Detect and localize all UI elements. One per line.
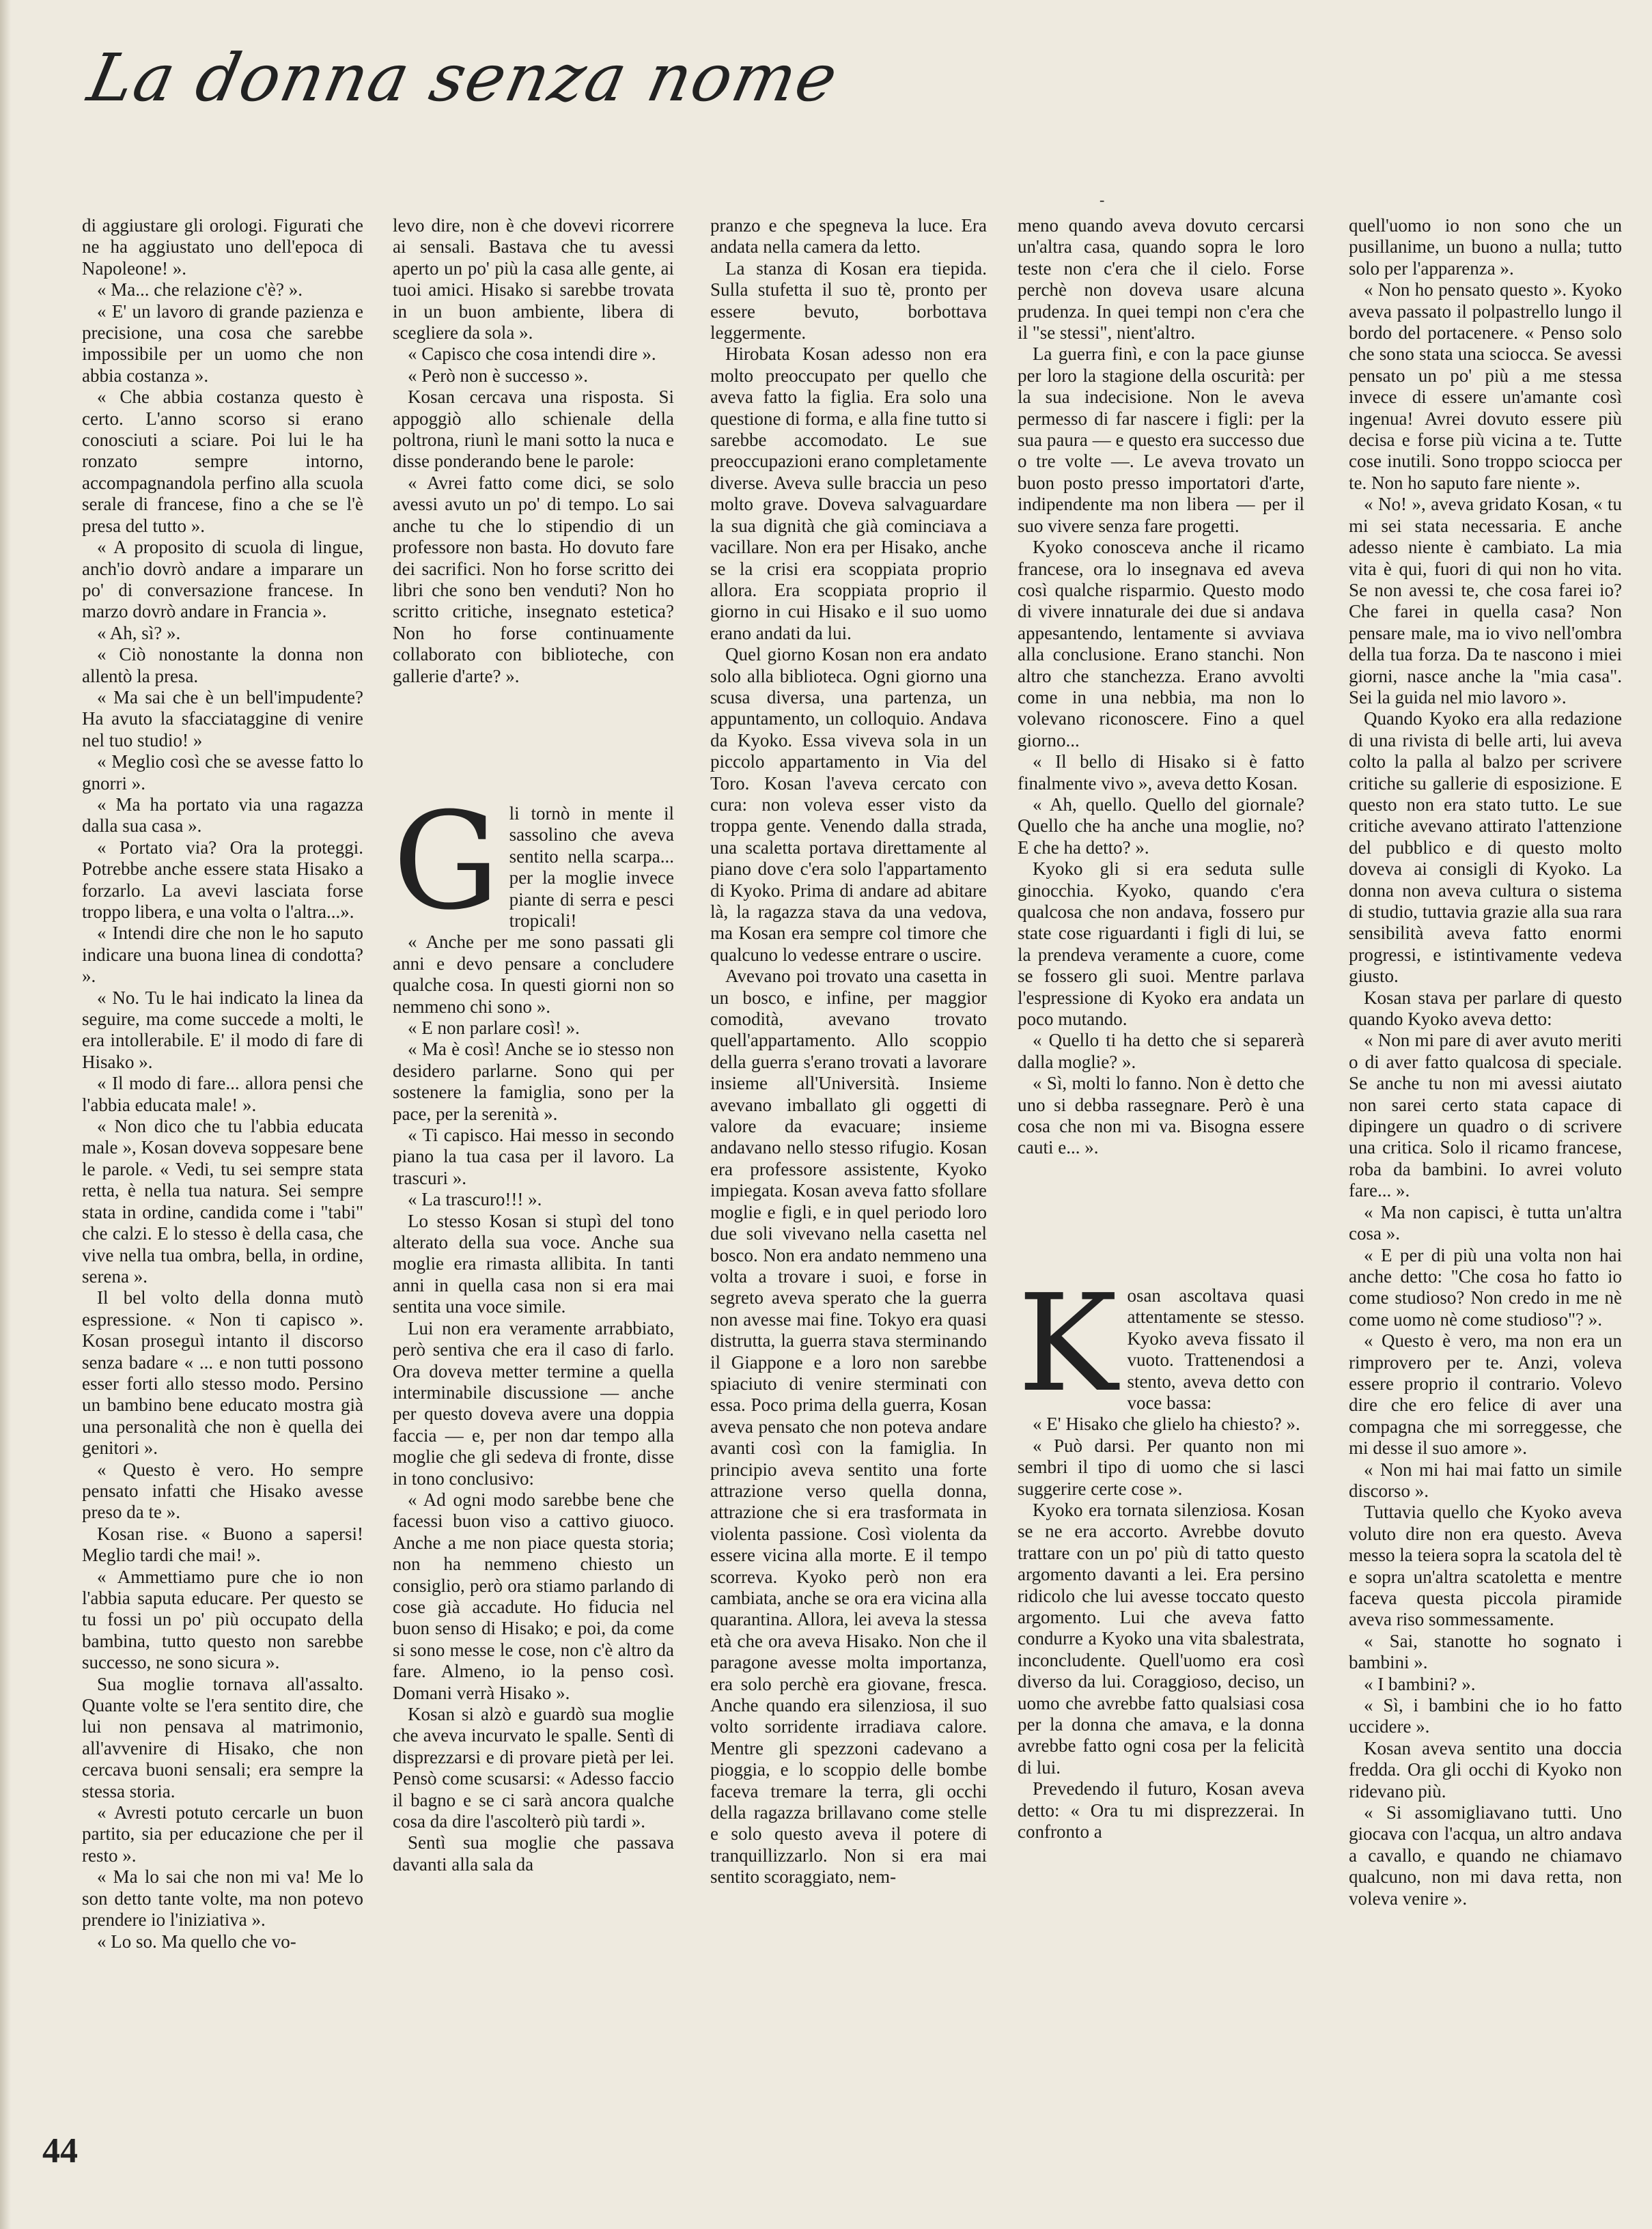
paragraph: « Lo so. Ma quello che vo- xyxy=(97,1931,296,1952)
text-column-5 xyxy=(1349,215,1622,1909)
paragraph: Hirobata Kosan adesso non era molto preoccupato per quello che aveva fatto la figlia. Era solo una questione di forma, e alla fine tutto si sarebbe accomodato. Le sue preoccupazioni erano completamente diverse. Aveva sulle braccia un peso molto grave. Doveva salvaguardare la sua dignità che già cominciava a vacillare. Non era per Hisako, anche se la crisi era scoppiata proprio allora. Era scoppiata proprio il giorno in cui Hisako e il suo uomo erano andati da lui. xyxy=(710,344,987,643)
paragraph: Quando Kyoko era alla redazione di una rivista di belle arti, lui aveva colto la palla al balzo per scrivere critiche su gallerie di esposizione. E questo non era stato tutto. Le sue critiche avevano attirato l'attenzione del pubblico e di questo molto doveva ai consigli di Kyoko. La donna non aveva cultura o sistema di studio, tuttavia grazie alla sua rara sensibilità aveva fatto enormi progressi, e istintivamente vedeva giusto. xyxy=(1349,708,1622,987)
page-title: La donna senza nome xyxy=(81,40,845,116)
paragraph: « E' un lavoro di grande pazienza e precisione, una cosa che sarebbe impossibile per un uomo che non abbia costanza ». xyxy=(82,300,363,386)
paragraph: « Questo è vero. Ho sempre pensato infatti che Hisako avesse preso da te ». xyxy=(82,1459,363,1523)
paragraph: « Può darsi. Per quanto non mi sembri il tipo di uomo che si lasci suggerire certe cose ». xyxy=(1018,1435,1304,1499)
paragraph: quell'uomo io non sono che un pusillanime, un buono a nulla; tutto solo per l'apparenza ». xyxy=(1349,215,1622,279)
paragraph: Kyoko conosceva anche il ricamo francese, ora lo insegnava ed aveva così qualche risparmio. Questo modo di vivere innaturale dei due si andava appesantendo, lentamente si avviava alla conclusione. Erano stanchi. Non altro che stanchezza. Erano avvolti come in una nebbia, ma non lo volevano riconoscere. Fino a quel giorno... xyxy=(1018,537,1304,751)
paragraph: Il bel volto della donna mutò espressione. « Non ti capisco ». Kosan proseguì intanto il discorso senza badare « ... e non tutti possono esser forti allo stesso modo. Persino un bambino bene educato mostra già una personalità che non è quella dei genitori ». xyxy=(82,1287,363,1459)
paragraph: « E per di più una volta non hai anche detto: "Che cosa ho fatto io come studioso? Non credo in me nè come uomo nè come studioso"? ». xyxy=(1349,1244,1622,1330)
dropcap-text: li tornò in mente il sassolino che aveva sentito nella scarpa... per la moglie invece piante di serra e pesci tropicali! xyxy=(509,802,674,931)
paragraph: levo dire, non è che dovevi ricorrere ai sensali. Bastava che tu avessi aperto un po' più la casa alle gente, ai tuoi amici. Hisako si sarebbe trovata in un buon ambiente, libera di scegliere da sola ». xyxy=(393,215,674,344)
paragraph: « Ammettiamo pure che io non l'abbia saputa educare. Per questo se tu fossi un po' più occupato della bambina, tutto questo non sarebbe successo, ne sono sicura ». xyxy=(82,1566,363,1673)
paragraph: « Ciò nonostante la donna non allentò la presa. xyxy=(82,644,363,686)
text-column-4 xyxy=(1018,215,1304,1842)
paragraph: « Avresti potuto cercarle un buon partito, sia per educazione che per il resto ». xyxy=(82,1802,363,1866)
paragraph: « Quello ti ha detto che si separerà dalla moglie? ». xyxy=(1018,1030,1304,1072)
paragraph: « Ah, quello. Quello del giornale? Quello che ha anche una moglie, no? E che ha detto? ». xyxy=(1018,794,1304,858)
paragraph: Sua moglie tornava all'assalto. Quante volte se l'era sentito dire, che lui non pensava al matrimonio, all'avvenire di Hisako, che non cercava buoni sensali; era sempre la stessa storia. xyxy=(82,1673,363,1802)
paragraph: « A proposito di scuola di lingue, anch'io dovrò andare a imparare un po' di conversazione francese. In marzo dovrò andare in Francia ». xyxy=(82,537,363,622)
paragraph: « Non dico che tu l'abbia educata male », Kosan doveva soppesare bene le parole. « Vedi, tu sei sempre stata retta, è nella tua natura. Sei sempre stata in ordine, candida come i "tabi" che calzi. E lo stesso è della casa, che vive nella tua ombra, bella, in ordine, serena ». xyxy=(82,1116,363,1287)
paragraph: « I bambini? ». xyxy=(1364,1673,1476,1694)
paragraph: La guerra finì, e con la pace giunse per loro la stagione della oscurità: per la sua indecisione. Non le aveva permesso di far nascere i figli: per la sua paura — e questo era successo due o tre volte —. Le aveva trovato un buon posto presso importatori d'arte, indipendente ma non libera — per il suo vivere senza fare progetti. xyxy=(1018,344,1304,536)
paragraph: « Meglio così che se avesse fatto lo gnorri ». xyxy=(82,751,363,794)
paragraph: « Ma non capisci, è tutta un'altra cosa ». xyxy=(1349,1201,1622,1244)
paragraph: « Anche per me sono passati gli anni e devo pensare a concludere qualche cosa. In questi giorni non so nemmeno chi sono ». xyxy=(393,931,674,1017)
paragraph: Lo stesso Kosan si stupì del tono alterato della sua voce. Anche sua moglie era rimasta allibita. In tanti anni in quella casa non si era mai sentita una voce simile. xyxy=(393,1210,674,1317)
paragraph: Tuttavia quello che Kyoko aveva voluto dire non era questo. Aveva messo la teiera sopra la scatola del tè e sopra un'altra scatoletta e mentre faceva questa piccola piramide aveva riso sommessamente. xyxy=(1349,1502,1622,1630)
paragraph: « E' Hisako che glielo ha chiesto? ». xyxy=(1033,1414,1300,1435)
paragraph: « Che abbia costanza questo è certo. L'anno scorso si erano conosciuti a sciare. Poi lui le ha ronzato sempre intorno, accompagnandola perfino alla scuola serale di francese, fino a che se l'è presa del tutto ». xyxy=(82,387,363,536)
paragraph: La stanza di Kosan era tiepida. Sulla stufetta il suo tè, pronto per essere bevuto, borbottava leggermente. xyxy=(710,257,987,344)
paragraph: « Non mi pare di aver avuto meriti o di aver fatto qualcosa di speciale. Se anche tu non mi avessi aiutato non sarei certo stata capace di dipingere un quadro o di scrivere una critica. Solo il ricamo francese, roba da bambini. Io avrei voluto fare... ». xyxy=(1349,1030,1622,1201)
text-column-1 xyxy=(82,215,363,1952)
page-number: 44 xyxy=(42,2131,78,2170)
paragraph: Lui non era veramente arrabbiato, però sentiva che era il caso di farlo. Ora doveva metter termine a quella interminabile discussione — anche per questo doveva avere una doppia faccia — e, per non dar tempo alla moglie che gli sedeva di fronte, disse in tono conclusivo: xyxy=(393,1317,674,1489)
paragraph: « Ad ogni modo sarebbe bene che facessi buon viso a cattivo giuoco. Anche a me non piace questa storia; non ha nemmeno chiesto un consiglio, però ora stiamo parlando di cose già accadute. Ho fiducia nel buon senso di Hisako; e poi, da come si sono messe le cose, non c'è altro da fare. Almeno, io la penso così. Domani verrà Hisako ». xyxy=(393,1489,674,1703)
paragraph: « Ti capisco. Hai messo in secondo piano la tua casa per il lavoro. La trascuri ». xyxy=(393,1125,674,1188)
small-mark: - xyxy=(1100,191,1105,208)
paragraph: « Non mi hai mai fatto un simile discorso ». xyxy=(1349,1459,1622,1501)
paragraph: « Si assomigliavano tutti. Uno giocava con l'acqua, un altro andava a cavallo, e quando ne chiamavo qualcuno, non mi dava retta, non voleva venire ». xyxy=(1349,1802,1622,1909)
paragraph: « Sì, i bambini che io ho fatto uccidere ». xyxy=(1349,1695,1622,1737)
dropcap-paragraph xyxy=(393,783,674,940)
paragraph: « Però non è successo ». xyxy=(408,365,588,386)
paragraph: « Ma ha portato via una ragazza dalla sua casa ». xyxy=(82,794,363,837)
paragraph: « E non parlare così! ». xyxy=(408,1018,580,1038)
paragraph: Sentì sua moglie che passava davanti alla sala da xyxy=(393,1832,674,1875)
text-column-3 xyxy=(710,215,987,1888)
paragraph: « Sai, stanotte ho sognato i bambini ». xyxy=(1349,1630,1622,1673)
paragraph: « No. Tu le hai indicato la linea da seguire, ma come succede a molti, le era intollerabile. E' il modo di fare di Hisako ». xyxy=(82,987,363,1072)
paragraph: Kosan aveva sentito una doccia fredda. Ora gli occhi di Kyoko non ridevano più. xyxy=(1349,1737,1622,1802)
paragraph: « Ma è così! Anche se io stesso non desidero parlarne. Sono qui per sostenere la famiglia, sono per la pace, per la serenità ». xyxy=(393,1039,674,1124)
paragraph: « No! », aveva gridato Kosan, « tu mi sei stata necessaria. E anche adesso niente è cambiato. La mia vita è qui, fuori di qui non ho vita. Se non avessi te, che cosa farei io? Che farei in quella casa? Non pensare male, ma io vivo nell'ombra della tua forza. Da te nascono i miei giorni, nasce anche la "mia casa". Sei la guida nel mio lavoro ». xyxy=(1349,494,1622,707)
paragraph: meno quando aveva dovuto cercarsi un'altra casa, quando sopra le loro teste non c'era che il cielo. Forse perchè non doveva usare alcuna prudenza. In quei tempi non c'era che il "se stessi", nient'altro. xyxy=(1018,215,1304,344)
paragraph: di aggiustare gli orologi. Figurati che ne ha aggiustato uno dell'epoca di Napoleone! ». xyxy=(82,215,363,279)
paragraph: « Il bello di Hisako si è fatto finalmente vivo », aveva detto Kosan. xyxy=(1018,751,1304,794)
paragraph: Kosan cercava una risposta. Si appoggiò allo schienale della poltrona, riunì le mani sotto la nuca e disse ponderando bene le parole: xyxy=(393,387,674,472)
dropcap-paragraph xyxy=(1018,1265,1304,1422)
paragraph: « Non ho pensato questo ». Kyoko aveva passato il polpastrello lungo il bordo del portacenere. « Penso solo che sono stata una sciocca. Se avessi pensato un po' più a me stessa invece di essere un'amante così ingenua! Avrei dovuto essere più decisa e forse più vicina a te. Tutte cose inutili. Sono troppo sciocca per te. Non ho saputo fare niente ». xyxy=(1349,279,1622,493)
paragraph: Kyoko era tornata silenziosa. Kosan se ne era accorto. Avrebbe dovuto trattare con un po' più di tatto questo argomento davanti a lei. Era persino ridicolo che lui avesse toccato questo argomento. Lui che aveva fatto condurre a Kyoko una vita sbalestrata, inconcludente. Quell'uomo era così diverso da lui. Coraggioso, deciso, un uomo che avrebbe fatto qualsiasi cosa per la donna che amava, e la donna avrebbe fatto ogni cosa per la felicità di lui. xyxy=(1018,1499,1304,1778)
paragraph: Avevano poi trovato una casetta in un bosco, e infine, per maggior comodità, avevano trovato quell'appartamento. Allo scoppio della guerra s'erano trovati a lavorare insieme all'Università. Insieme avevano imballato gli oggetti di valore da evacuare; insieme andavano nello stesso rifugio. Kosan era professore assistente, Kyoko impiegata. Kosan aveva fatto sfollare moglie e figli, e in quel periodo loro due soli vivevano nella casetta nel bosco. Non era andato nemmeno una volta a trovare i suoi, e forse in segreto aveva sperato che la guerra non avesse mai fine. Tokyo era quasi distrutta, la guerra stava sterminando il Giappone e a loro non sarebbe spiaciuto di venire sterminati con essa. Poco prima della guerra, Kosan aveva pensato che non poteva andare avanti così con la famiglia. In principio aveva sentito una forte attrazione verso quella donna, attrazione che si era trasformata in violenta passione. Così violenta da essere vicina alla morte. E il tempo scorreva. Kyoko però non era cambiata, anche se ora era vicina alla quarantina. Allora, lei aveva la stessa età che ora aveva Hisako. Non che il paragone avesse molta importanza, era solo perchè era giovane, fresca. Anche quando era silenziosa, il suo volto sorridente irradiava calore. Mentre gli spezzoni cadevano a pioggia, e lo scoppio delle bombe faceva tremare la terra, gli occhi della ragazza brillavano come stelle e solo questo aveva il potere di tranquillizzarlo. Non si era mai sentito scoraggiato, nem- xyxy=(710,966,987,1888)
paragraph: « Intendi dire che non le ho saputo indicare una buona linea di condotta? ». xyxy=(82,923,363,987)
page-edge-shadow xyxy=(0,0,11,2229)
paragraph: « La trascuro!!! ». xyxy=(408,1189,542,1210)
dropcap-text: osan ascoltava quasi attentamente se stesso. Kyoko aveva fissato il vuoto. Trattenendosi a stento, aveva detto con voce bassa: xyxy=(1127,1285,1304,1413)
paragraph: « Capisco che cosa intendi dire ». xyxy=(408,344,656,365)
paragraph: pranzo e che spegneva la luce. Era andata nella camera da letto. xyxy=(710,215,987,257)
paragraph: « Avrei fatto come dici, se solo avessi avuto un po' di tempo. Lo sai anche tu che lo stipendio di un professore non basta. Ho dovuto fare dei sacrifici. Non ho forse scritto dei libri che sono ben venduti? Non ho scritto critiche, insegnato estetica? Non ho forse continuamente collaborato con biblioteche, con gallerie d'arte? ». xyxy=(393,472,674,686)
paragraph: « Ma lo sai che non mi va! Me lo son detto tante volte, ma non potevo prendere io l'iniziativa ». xyxy=(82,1866,363,1931)
paragraph: « Sì, molti lo fanno. Non è detto che uno si debba rassegnare. Però è una cosa che non mi va. Bisogna essere cauti e... ». xyxy=(1018,1073,1304,1158)
paragraph: Kosan si alzò e guardò sua moglie che aveva incurvato le spalle. Sentì di disprezzarsi e di provare pietà per lei. Pensò come scusarsi: « Adesso faccio il bagno e se ci sarà ancora qualche cosa da dire l'ascolterò più tardi ». xyxy=(393,1704,674,1832)
paragraph: « Portato via? Ora la proteggi. Potrebbe anche essere stata Hisako a forzarlo. La avevi lasciata forse troppo libera, e una volta o l'altra...». xyxy=(82,837,363,922)
paragraph: « Ma... che relazione c'è? ». xyxy=(97,279,303,300)
paragraph: Prevedendo il futuro, Kosan aveva detto: « Ora tu mi disprezzerai. In confronto a xyxy=(1018,1778,1304,1842)
paragraph: « Ma sai che è un bell'impudente? Ha avuto la sfacciataggine di venire nel tuo studio! » xyxy=(82,686,363,751)
paragraph: Kosan rise. « Buono a sapersi! Meglio tardi che mai! ». xyxy=(82,1523,363,1566)
paragraph: Quel giorno Kosan non era andato solo alla biblioteca. Ogni giorno una scusa diversa, una partenza, un appuntamento, un colloquio. Andava da Kyoko. Essa viveva sola in un piccolo appartamento in Via del Toro. Kosan l'aveva cercato con cura: non voleva esser visto da troppa gente. Venendo dalla strada, una scaletta portava direttamente al piano dove c'era solo l'appartamento di Kyoko. Prima di andare ad abitare là, la ragazza stava da una vedova, ma Kosan era sempre col timore che qualcuno lo vedesse entrare o uscire. xyxy=(710,644,987,965)
paragraph: Kyoko gli si era seduta sulle ginocchia. Kyoko, quando c'era qualcosa che non andava, fossero pur state cose riguardanti i figli di lui, se la prendeva veramente a cuore, come se fossero gli suoi. Mentre parlava l'espressione di Kyoko era andata un poco mutando. xyxy=(1018,858,1304,1030)
paragraph: « Il modo di fare... allora pensi che l'abbia educata male! ». xyxy=(82,1073,363,1115)
text-column-2 xyxy=(393,215,674,1875)
paragraph: « Ah, sì? ». xyxy=(97,622,181,643)
dropcap-letter: G xyxy=(393,783,500,940)
dropcap-letter: K xyxy=(1018,1265,1118,1422)
paragraph: Kosan stava per parlare di questo quando Kyoko aveva detto: xyxy=(1349,987,1622,1030)
paragraph: « Questo è vero, ma non era un rimprovero per te. Anzi, voleva essere proprio il contrario. Volevo dire che ero felice di aver una compagna che mi sorreggesse, che mi desse il suo amore ». xyxy=(1349,1330,1622,1459)
